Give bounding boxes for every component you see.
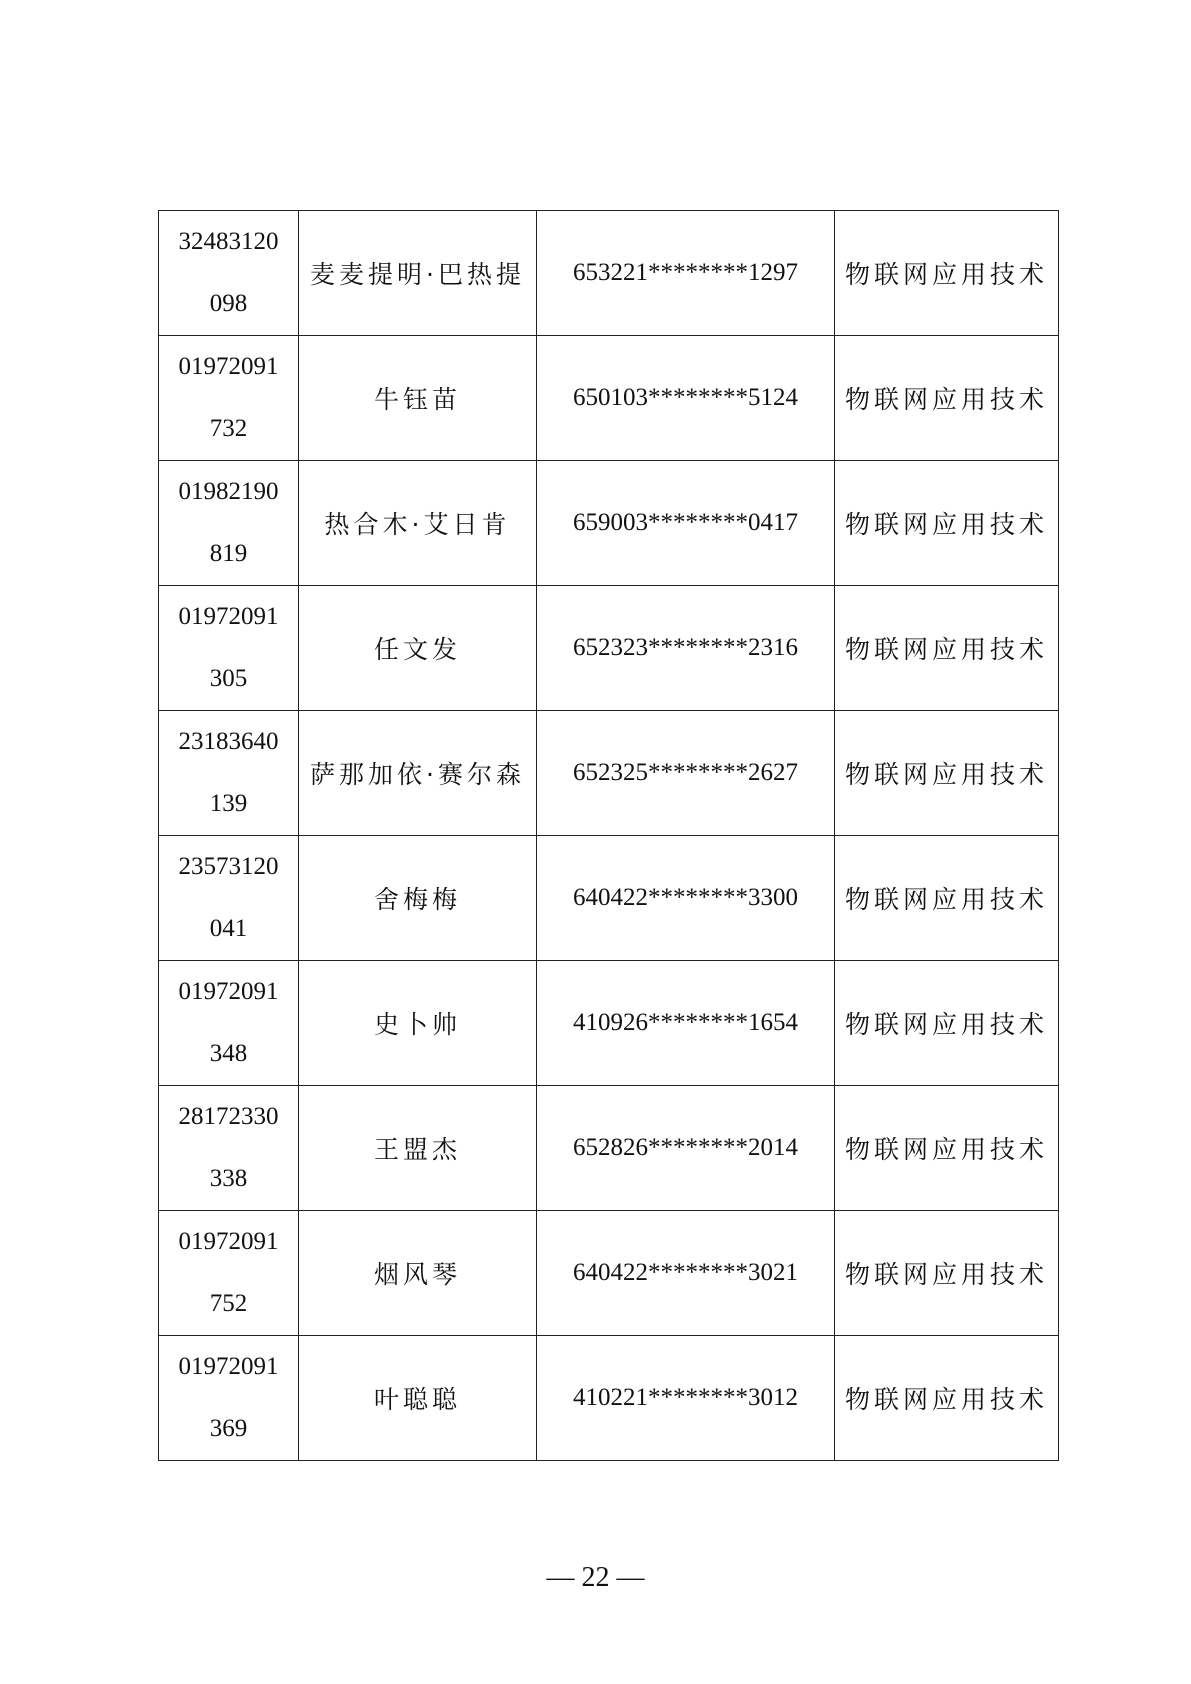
major: 物联网应用技术 (835, 461, 1059, 586)
table-row (159, 961, 1059, 1086)
major: 物联网应用技术 (835, 1086, 1059, 1211)
table-row (159, 1086, 1059, 1211)
id-card-number: 653221********1297 (537, 211, 835, 336)
id-card-number: 659003********0417 (537, 461, 835, 586)
id-card-number: 650103********5124 (537, 336, 835, 461)
registration-number: 28172330 338 (159, 1086, 299, 1211)
table-row (159, 1336, 1059, 1461)
student-name: 任文发 (299, 586, 537, 711)
registration-number: 23183640 139 (159, 711, 299, 836)
id-card-number: 410221********3012 (537, 1336, 835, 1461)
major: 物联网应用技术 (835, 961, 1059, 1086)
id-card-number: 410926********1654 (537, 961, 835, 1086)
table-row (159, 711, 1059, 836)
major: 物联网应用技术 (835, 1211, 1059, 1336)
id-card-number: 652826********2014 (537, 1086, 835, 1211)
registration-number: 23573120 041 (159, 836, 299, 961)
registration-number: 01972091 305 (159, 586, 299, 711)
student-name: 牛钰苗 (299, 336, 537, 461)
table-row (159, 336, 1059, 461)
registration-number: 01982190 819 (159, 461, 299, 586)
major: 物联网应用技术 (835, 586, 1059, 711)
major: 物联网应用技术 (835, 211, 1059, 336)
student-name: 烟风琴 (299, 1211, 537, 1336)
registration-number: 01972091 752 (159, 1211, 299, 1336)
registration-number: 01972091 369 (159, 1336, 299, 1461)
id-card-number: 652323********2316 (537, 586, 835, 711)
table-row (159, 836, 1059, 961)
registration-number: 01972091 732 (159, 336, 299, 461)
major: 物联网应用技术 (835, 1336, 1059, 1461)
table-row (159, 586, 1059, 711)
student-name: 麦麦提明·巴热提 (299, 211, 537, 336)
id-card-number: 640422********3021 (537, 1211, 835, 1336)
student-name: 王盟杰 (299, 1086, 537, 1211)
student-name: 萨那加依·赛尔森 (299, 711, 537, 836)
student-name: 史卜帅 (299, 961, 537, 1086)
table-row (159, 1211, 1059, 1336)
registration-number: 32483120 098 (159, 211, 299, 336)
id-card-number: 652325********2627 (537, 711, 835, 836)
major: 物联网应用技术 (835, 836, 1059, 961)
table-row (159, 211, 1059, 336)
student-name: 热合木·艾日肯 (299, 461, 537, 586)
registration-number: 01972091 348 (159, 961, 299, 1086)
major: 物联网应用技术 (835, 336, 1059, 461)
id-card-number: 640422********3300 (537, 836, 835, 961)
student-table (158, 210, 1059, 1461)
major: 物联网应用技术 (835, 711, 1059, 836)
student-name: 舍梅梅 (299, 836, 537, 961)
page-number: — 22 — (546, 1562, 645, 1593)
table-row (159, 461, 1059, 586)
student-name: 叶聪聪 (299, 1336, 537, 1461)
